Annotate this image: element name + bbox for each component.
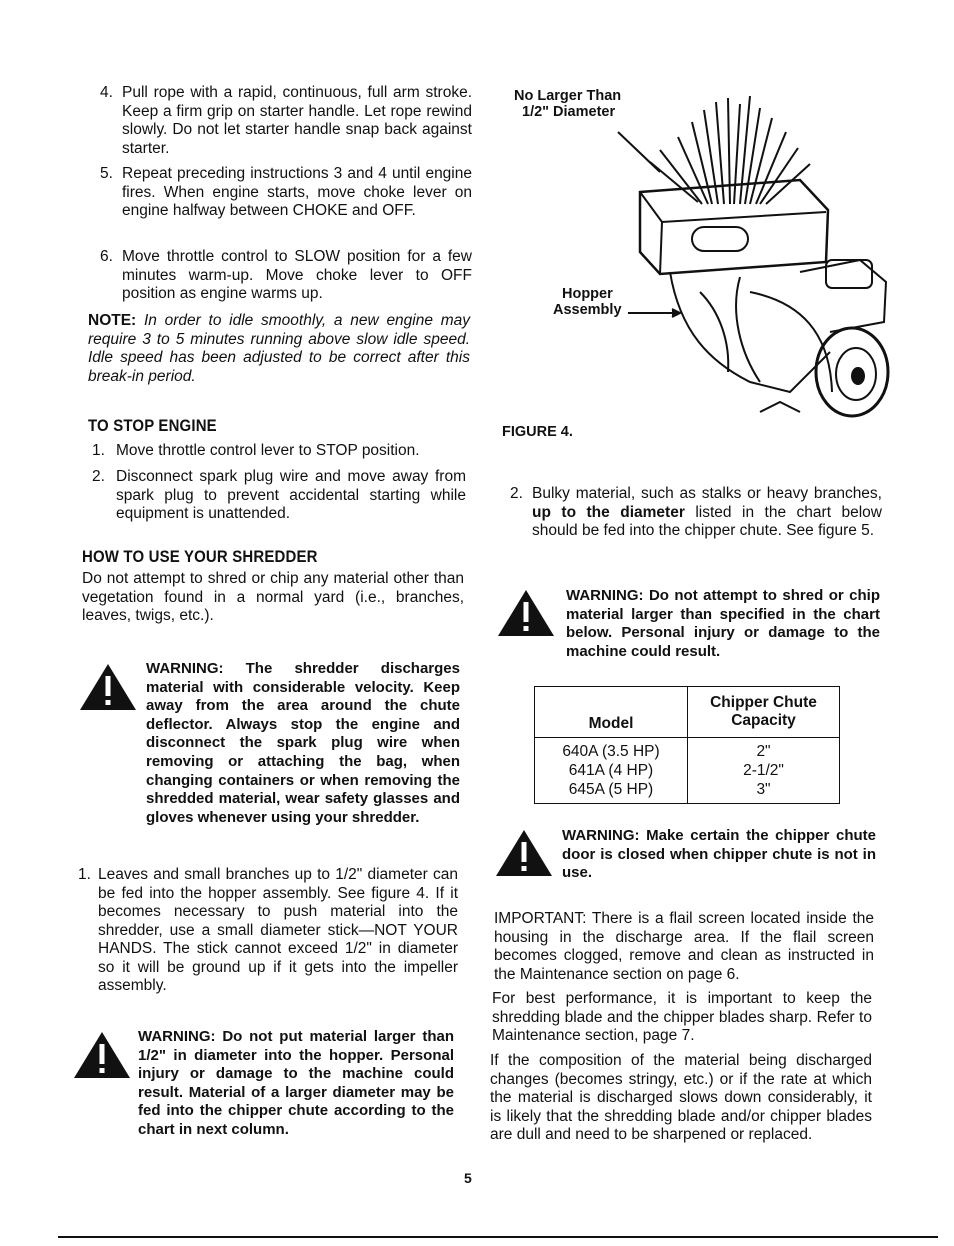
- warning-4-text: WARNING: Make certain the chipper chute door is closed when chipper chute is not in use.: [562, 827, 876, 882]
- table-cell-models: 640A (3.5 HP) 641A (4 HP) 645A (5 HP): [535, 738, 688, 804]
- step-5-text: Repeat preceding instructions 3 and 4 until engine fires. When engine starts, move choke lever on engine halfway between CHOKE and OFF.: [122, 165, 472, 219]
- warning-triangle-icon: [494, 828, 554, 878]
- step-4-number: 4.: [100, 84, 113, 101]
- item-1-text: Leaves and small branches up to 1/2" diameter can be fed into the hopper assembly. See figure 4. If it becomes necessary to push material into the shredder, use a small diameter stick—NOT YOUR HANDS. The stick cannot exceed 1/2" in diameter so it will be ground up if it gets into the impeller assembly.: [98, 866, 458, 994]
- item-1-number: 1.: [78, 866, 91, 883]
- bottom-rule: [58, 1236, 938, 1238]
- note-text: In order to idle smoothly, a new engine may require 3 to 5 minutes running above slow idle speed. Idle speed has been adjusted to be correct after this break-in period.: [88, 312, 470, 385]
- item-2-text: Bulky material, such as stalks or heavy branches, up to the diameter listed in the chart below should be fed into the chipper chute. See figure 5.: [532, 485, 882, 539]
- step-5-number: 5.: [100, 165, 113, 182]
- table-header-model: Model: [535, 687, 688, 738]
- warning-3-text: WARNING: Do not attempt to shred or chip material larger than specified in the chart below. Personal injury or damage to the machine could result.: [566, 587, 880, 660]
- table-header-row: [535, 687, 840, 738]
- note-label: NOTE:: [88, 312, 137, 329]
- table-header-capacity: Chipper Chute Capacity: [688, 687, 840, 738]
- composition-paragraph: If the composition of the material being discharged changes (becomes stringy, etc.) or if the rate at which the material is discharged slows down considerably, it is likely that the shredding blade and/or chipper blades are dull and need to be sharpened or replaced.: [490, 1052, 872, 1143]
- important-paragraph: IMPORTANT: There is a flail screen located inside the housing in the discharge area. If the flail screen becomes clogged, remove and clean as instructed in the Maintenance section on page 6.: [494, 910, 874, 983]
- warning-2-text: WARNING: Do not put material larger than 1/2" in diameter into the hopper. Personal injury or damage to the machine could result. Material of a larger diameter may be fed into the chipper chute according to the chart in next column.: [138, 1028, 454, 1138]
- best-performance-paragraph: For best performance, it is important to keep the shredding blade and the chipper blades sharp. Refer to Maintenance section, page 7.: [492, 990, 872, 1044]
- figure-caption: FIGURE 4.: [502, 424, 573, 440]
- stop-step-1-number: 1.: [92, 442, 105, 459]
- shredder-illustration: [600, 92, 900, 422]
- stop-step-2-number: 2.: [92, 468, 105, 485]
- stop-engine-heading: TO STOP ENGINE: [88, 416, 217, 435]
- note-paragraph: [88, 312, 470, 386]
- step-6-text: Move throttle control to SLOW position for a few minutes warm-up. Move choke lever to OFF position as engine warms up.: [122, 248, 472, 302]
- figure-label-hopper: Hopper Assembly: [553, 286, 622, 318]
- warning-triangle-icon: [72, 1030, 132, 1080]
- warning-triangle-icon: [78, 662, 138, 712]
- step-6-number: 6.: [100, 248, 113, 265]
- stop-step-2-text: Disconnect spark plug wire and move away from spark plug to prevent accidental starting while equipment is unattended.: [116, 468, 466, 522]
- page-number: 5: [464, 1170, 472, 1186]
- how-to-use-heading: HOW TO USE YOUR SHREDDER: [82, 547, 318, 566]
- warning-1-text: WARNING: The shredder discharges material with considerable velocity. Keep away from the area around the chute deflector. Always stop the engine and disconnect the spark plug wire when removing or attaching the bag, when changing containers or when removing the shredded material, wear safety glasses and gloves whenever using your shredder.: [146, 660, 460, 826]
- table-row: [535, 738, 840, 804]
- chipper-capacity-table: [534, 686, 840, 804]
- step-4-text: Pull rope with a rapid, continuous, full arm stroke. Keep a firm grip on starter handle. Let rope rewind slowly. Do not let starter handle snap back against starter.: [122, 84, 472, 157]
- stop-step-1-text: Move throttle control lever to STOP position.: [116, 442, 420, 459]
- warning-triangle-icon: [496, 588, 556, 638]
- figure-label-diameter: No Larger Than 1/2" Diameter: [514, 88, 622, 120]
- table-cell-capacities: 2" 2-1/2" 3": [688, 738, 840, 804]
- use-intro-text: Do not attempt to shred or chip any material other than vegetation found in a normal yard (i.e., branches, leaves, twigs, etc.).: [82, 570, 464, 624]
- item-2-number: 2.: [510, 485, 523, 502]
